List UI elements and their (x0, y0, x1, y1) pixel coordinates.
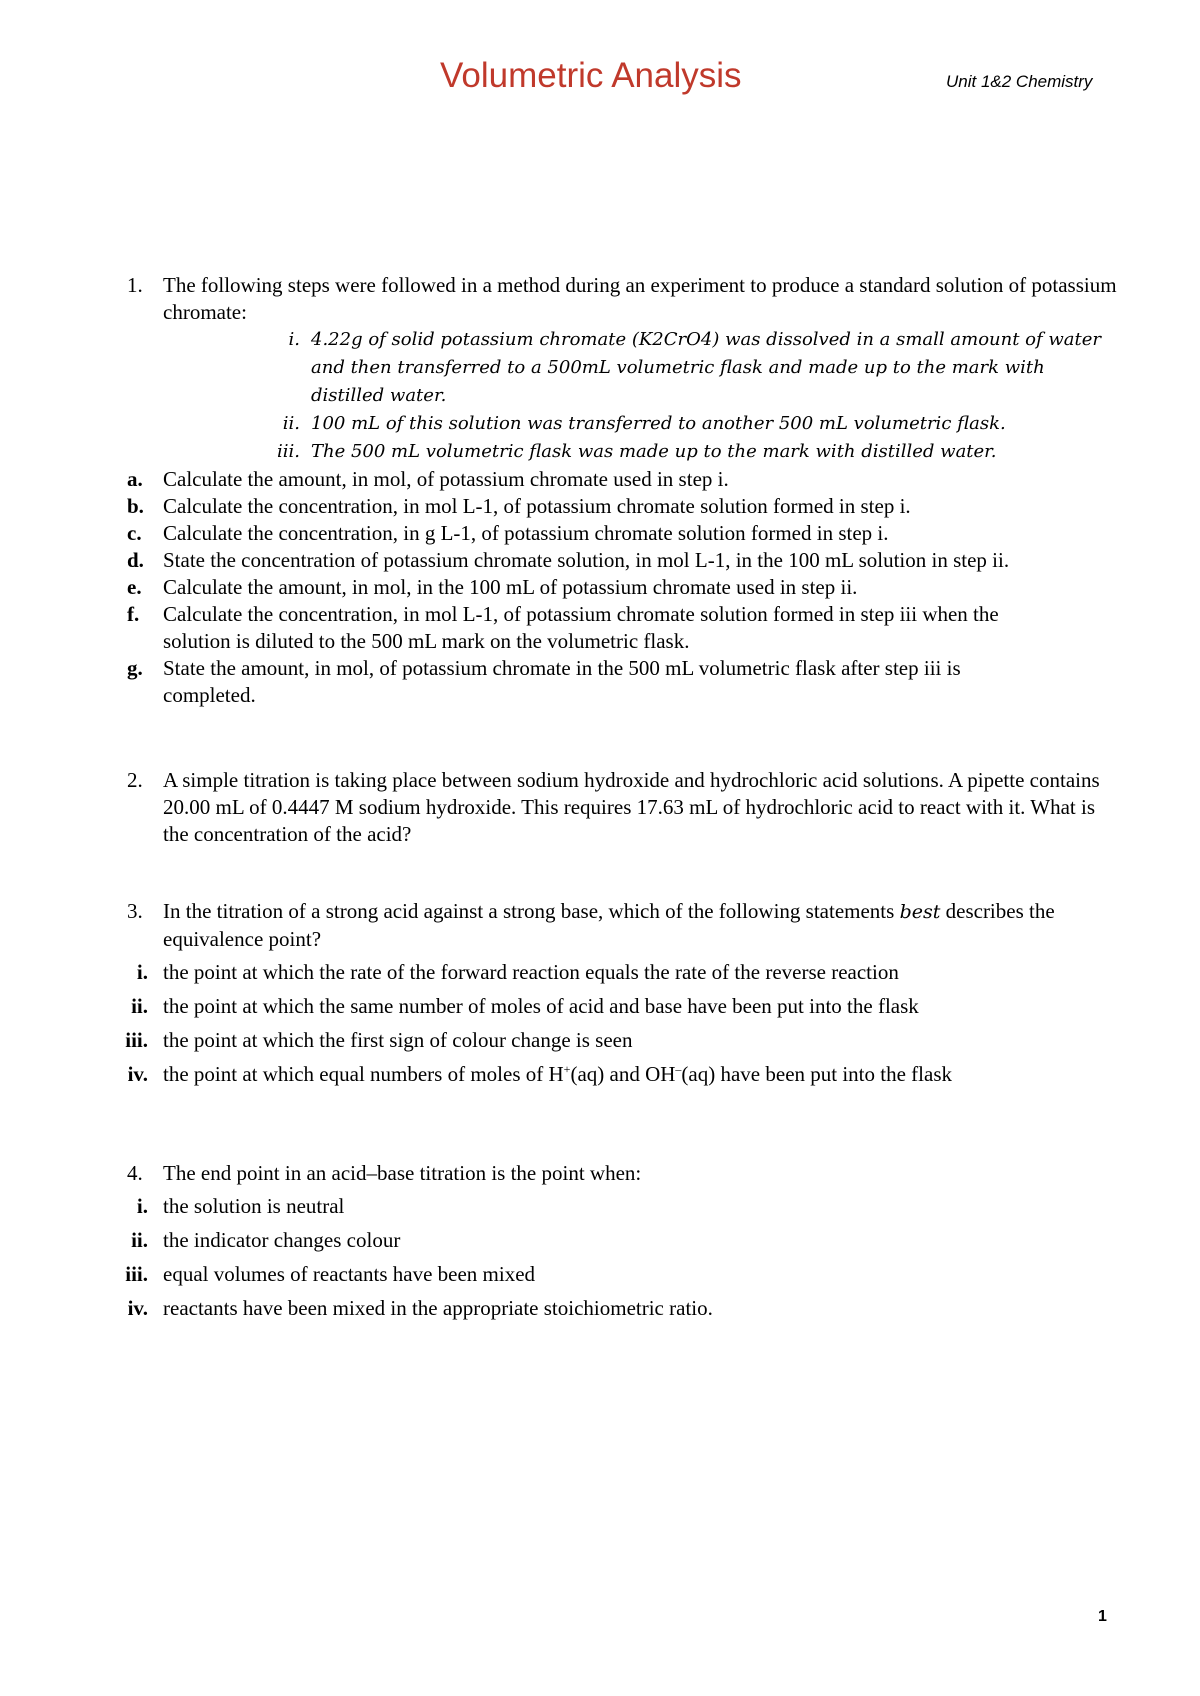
part-text: Calculate the concentration, in mol L-1, of potassium chromate solution formed in step i. (163, 494, 911, 518)
question-part (89, 466, 1053, 493)
superscript-minus: – (675, 1062, 682, 1076)
question-number: 3. (127, 899, 143, 923)
part-letter: f. (127, 602, 140, 626)
answer-option (93, 959, 1063, 986)
option-number: iii. (125, 1262, 148, 1286)
method-steps (0, 326, 1123, 466)
option-text: the point at which the first sign of colour change is seen (163, 1028, 633, 1052)
part-text: Calculate the amount, in mol, of potassium chromate used in step i. (163, 467, 729, 491)
option-text: the indicator changes colour (163, 1228, 401, 1252)
question-parts (89, 466, 1123, 709)
option-number: ii. (131, 1228, 148, 1252)
page-number: 1 (1098, 1608, 1107, 1625)
worksheet-content (0, 272, 1200, 1329)
option-number: i. (136, 1194, 148, 1218)
step-text: 4.22g of solid potassium chromate (K2CrO4) was dissolved in a small amount of water and then transferred to a 500mL volumetric flask and made up to the mark with distilled water. (311, 329, 1102, 406)
answer-option (93, 1227, 1063, 1254)
option-number: i. (136, 960, 148, 984)
part-letter: g. (127, 656, 143, 680)
option-text: the solution is neutral (163, 1194, 345, 1218)
part-letter: d. (127, 548, 144, 572)
answer-option (93, 1061, 1063, 1088)
part-letter: a. (127, 467, 143, 491)
question-part (89, 601, 1053, 655)
answer-option (93, 993, 1063, 1020)
question-text: The end point in an acid–base titration is the point when: (163, 1161, 642, 1185)
option-text: equal volumes of reactants have been mixed (163, 1262, 536, 1286)
part-text: State the concentration of potassium chromate solution, in mol L-1, in the 100 mL solution in step ii. (163, 548, 1010, 572)
question-1 (0, 272, 1123, 709)
question-part (89, 493, 1053, 520)
question-number: 1. (127, 273, 143, 297)
option-text: the point at which the rate of the forward reaction equals the rate of the reverse reaction (163, 960, 899, 984)
option-number: iii. (125, 1028, 148, 1052)
answer-option (93, 1295, 1063, 1322)
question-text (163, 898, 1123, 953)
option-text-part: (aq) have been put into the flask (681, 1062, 952, 1086)
question-2 (0, 767, 1123, 848)
header-subtitle: Unit 1&2 Chemistry (946, 72, 1093, 91)
question-part (89, 547, 1053, 574)
answer-option (93, 1027, 1063, 1054)
question-text-start: In the titration of a strong acid against a strong base, which of the following statements (163, 899, 900, 923)
question-part (89, 520, 1053, 547)
part-letter: e. (127, 575, 142, 599)
option-number: iv. (127, 1296, 148, 1320)
step-number: i. (288, 329, 300, 350)
option-number: ii. (131, 994, 148, 1018)
option-text-part: (aq) and OH (570, 1062, 676, 1086)
answer-options (93, 959, 1123, 1088)
page-title: Volumetric Analysis (440, 56, 742, 95)
step-text: 100 mL of this solution was transferred to another 500 mL volumetric flask. (311, 413, 1006, 434)
part-text: State the amount, in mol, of potassium chromate in the 500 mL volumetric flask after step iii is completed. (163, 656, 961, 707)
answer-options (93, 1193, 1123, 1322)
option-text: reactants have been mixed in the appropriate stoichiometric ratio. (163, 1296, 713, 1320)
option-number: iv. (127, 1062, 148, 1086)
question-part (89, 655, 1053, 709)
option-text-part: the point at which equal numbers of moles of H (163, 1062, 564, 1086)
question-3 (0, 898, 1123, 1088)
method-step (0, 438, 1121, 466)
question-4 (0, 1160, 1123, 1322)
step-number: ii. (282, 413, 300, 434)
part-letter: c. (127, 521, 142, 545)
answer-option (93, 1193, 1063, 1220)
question-text: The following steps were followed in a method during an experiment to produce a standard solution of potassium chromate: (163, 273, 1117, 324)
step-number: iii. (277, 441, 300, 462)
question-text-end: describes the equivalence point? (163, 899, 1055, 951)
question-number: 2. (127, 768, 143, 792)
part-letter: b. (127, 494, 144, 518)
question-part (89, 574, 1053, 601)
method-step (0, 326, 1121, 410)
question-text: A simple titration is taking place between sodium hydroxide and hydrochloric acid solutions. A pipette contains 20.00 mL of 0.4447 M sodium hydroxide. This requires 17.63 mL of hydrochloric acid to react with it. What is the concentration of the acid? (163, 768, 1100, 846)
superscript-plus: + (563, 1062, 571, 1076)
option-text: the point at which the same number of moles of acid and base have been put into the flask (163, 994, 919, 1018)
part-text: Calculate the amount, in mol, in the 100 mL of potassium chromate used in step ii. (163, 575, 858, 599)
part-text: Calculate the concentration, in mol L-1, of potassium chromate solution formed in step iii when the solution is diluted to the 500 mL mark on the volumetric flask. (163, 602, 999, 653)
step-text: The 500 mL volumetric flask was made up to the mark with distilled water. (311, 441, 997, 462)
emphasis-word: best (899, 901, 941, 923)
answer-option (93, 1261, 1063, 1288)
method-step (0, 410, 1121, 438)
option-text (163, 1062, 952, 1086)
part-text: Calculate the concentration, in g L-1, of potassium chromate solution formed in step i. (163, 521, 889, 545)
question-number: 4. (127, 1161, 143, 1185)
